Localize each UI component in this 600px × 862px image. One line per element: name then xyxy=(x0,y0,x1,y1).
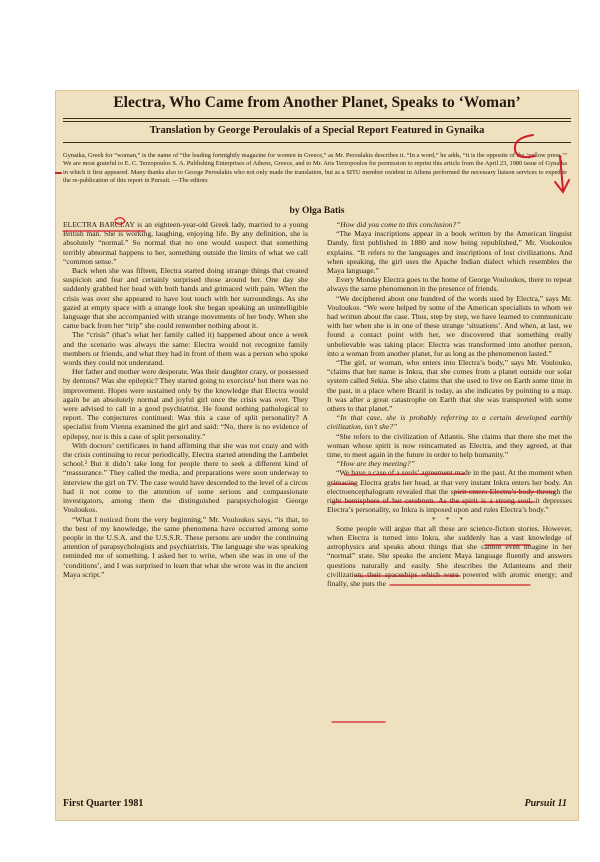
c-bracket-mark xyxy=(515,135,535,157)
paragraph: “How did you come to this conclusion?” xyxy=(336,220,461,229)
article-subtitle: Translation by George Peroulakis of a Special Report Featured in Gynaika xyxy=(149,125,485,136)
footer-page: Pursuit 11 xyxy=(524,798,567,809)
paragraph: The “crisis” (that’s what her family called it) happened about once a week and the scenario was always the same: Electra would not recognize family members or friends, and what they had in front of them was a person who spoke words they could not understand. xyxy=(63,330,308,368)
pen-markup xyxy=(55,90,579,821)
paragraph: “The Maya inscriptions appear in a book written by the American linguist Dandy, first published in 1880 and now being republished,” Mr. Voukoulos explains. “It refers to the languages and inscriptions of lost civilizations. And when speaking, the girl uses the Apache Indian dialect which resembles the Maya language.” xyxy=(327,229,572,276)
article-title: Electra, Who Came from Another Planet, Speaks to ‘Woman’ xyxy=(113,94,521,111)
name-circle-mark xyxy=(115,218,125,225)
paragraph: ELECTRA BARCLAY is an eighteen-year-old Greek lady, married to a young British man. She is working, laughing, enjoying life. By any definition, she is absolutely “normal.” So normal that no one would suspect that something terribly abnormal happens to her, something outside the limits of what we call “common sense.” xyxy=(63,220,308,266)
underline-planet xyxy=(345,474,465,475)
paragraph: Back when she was fifteen, Electra started doing strange things that created suspicion and fear and certainly surprised those around her. One day she suddenly grabbed her head with both hands and grimaced with pain. When the crisis was over she appeared to have lost touch with her surroundings. As she gazed at empty space with a strange look she began speaking an unintelligible language that she accompanied with strange movements of her body. When she came back from her “trip” she could remember nothing about it. xyxy=(63,266,308,331)
paragraph: “We deciphered about one hundred of the words used by Electra,” says Mr. Vouloukos. “We were helped by some of the American specialists to whom we had written about the case. Thus, step by step, we have learned to communicate with her when she is in one of these strange ‘situations’. And when, at last, we found a contact point with her, we discovered that something really unbelievable was taking place: Electra was transformed into another person, into a woman from another planet, for as long as the phenomenon lasted.” xyxy=(327,293,572,358)
paragraph: “She refers to the civilization of Atlantis. She claims that there she met the woman whose spirit is now reincarnated as Electra, and they agreed, at that time, to meet again in the future in order to help humanity.” xyxy=(327,431,572,460)
paragraph: Some people will argue that all these are science-fiction stories. However, when Electra is turned into Inkra, she suddenly has a vast knowledge of astrophysics and speaks about things that she cannot even imagine in her “normal” state. She speaks the ancient Maya language fluently and answers questions naturally and easily. She describes the Atlanteans and their civilization; their spaceships which were powered with atomic energy; and finally, she puts the xyxy=(327,523,572,588)
footer-issue: First Quarter 1981 xyxy=(63,798,144,809)
paragraph: Her father and mother were desperate. Was their daughter crazy, or possessed by demons? Was she epileptic? They started going to exorcists¹ but there was no improvement. Hopes were sustained only by the knowledge that Electra would again be an absolutely normal and joyful girl once the crisis was over. They were advised to call in a good psychiatrist. He found nothing pathological to report. The conjectures continued: Was this a case of split personality? A specialist from Vienna examined the girl and said: “No, there is no evidence of epilepsy, nor is this a case of split personality.” xyxy=(63,367,308,441)
newspaper-clipping xyxy=(55,90,579,821)
paragraph: With doctors’ certificates in hand affirming that she was not crazy and with the crisis continuing to recur periodically, Electra started attending the Lambelet school.² But it didn’t take long for people there to seek a different kind of “reassurance.” They called the media, and preparations were soon underway to interview the girl on TV. The case would have descended to the level of a circus had it not come to the attention of some serious and compassionate investigators, among them the distinguished parapsychologist George Vouloukos. xyxy=(63,440,308,515)
paragraph: “How are they meeting?” xyxy=(336,459,415,469)
paragraph: “In that case, she is probably referring to a certain developed earthly civilization, isn’t she?” xyxy=(327,413,572,432)
paragraph: “What I noticed from the very beginning,” Mr. Vouloukos says, “is that, to the best of my knowledge, the same phenomena have occurred among some people in the U.S.A. and the U.S.S.R. These persons are under the continuing attention of parapsychologists and psychiatrists. The language she was speaking reminded me of something. I asked her to write, when she was in one of the ‘conditions’, and I was surprised to learn that what she wrote was in the ancient Maya script.” xyxy=(63,514,308,579)
margin-arrow-mark xyxy=(555,156,569,192)
byline: by Olga Batis xyxy=(289,206,345,216)
paragraph: Every Monday Electra goes to the home of George Vouloukos, there to repeat always the same phenomenon in the presence of friends. xyxy=(327,275,572,294)
editor-intro: Gynaika, Greek for “woman,” is the name of “the leading fortnightly magazine for women in Greece,” as Mr. Peroulakis describes it. “In a word,” he adds, “it is the opposite of the ‘yellow press.’” We are most grateful to E. C. Terzopoulos S. A. Publishing Enterprises of Athens, Greece, and to Mr. Aris Terzopoulos for permission to reprint this article from the April 23, 1980 issue of Gynaika in which it first appeared. Many thanks also to George Peroulakis who not only made the translation, but as a SITU member resident in Athens performed the necessary liaison services to expedite the re-publication of this report in Pursuit. —The editors xyxy=(63,152,567,184)
paragraph: “We have a case of a souls’ agreement made in the past. At the moment when grimacing Electra grabs her head, at that very instant Inkra enters her body. An electroencephalogram revealed that the spirit enters Electra’s body through the right hemisphere of her cerebrum. As the spirit is a strong soul, it depresses Electra’s personality, so Inkra is imposed upon and rules Electra’s body.” xyxy=(327,468,572,515)
paragraph: “The girl, or woman, who enters into Electra’s body,” says Mr. Voulouko, “claims that her name is Inkra, that she comes from a planet outside our solar system called Sekia. She also claims that she used to live on Earth some time in the past, in a place where Brazil is today, as she indicates by pointing to a map. It was after a great catastrophe on Earth that she was transported with some others to that planet.” xyxy=(327,358,572,414)
section-divider: * * * xyxy=(431,514,468,524)
